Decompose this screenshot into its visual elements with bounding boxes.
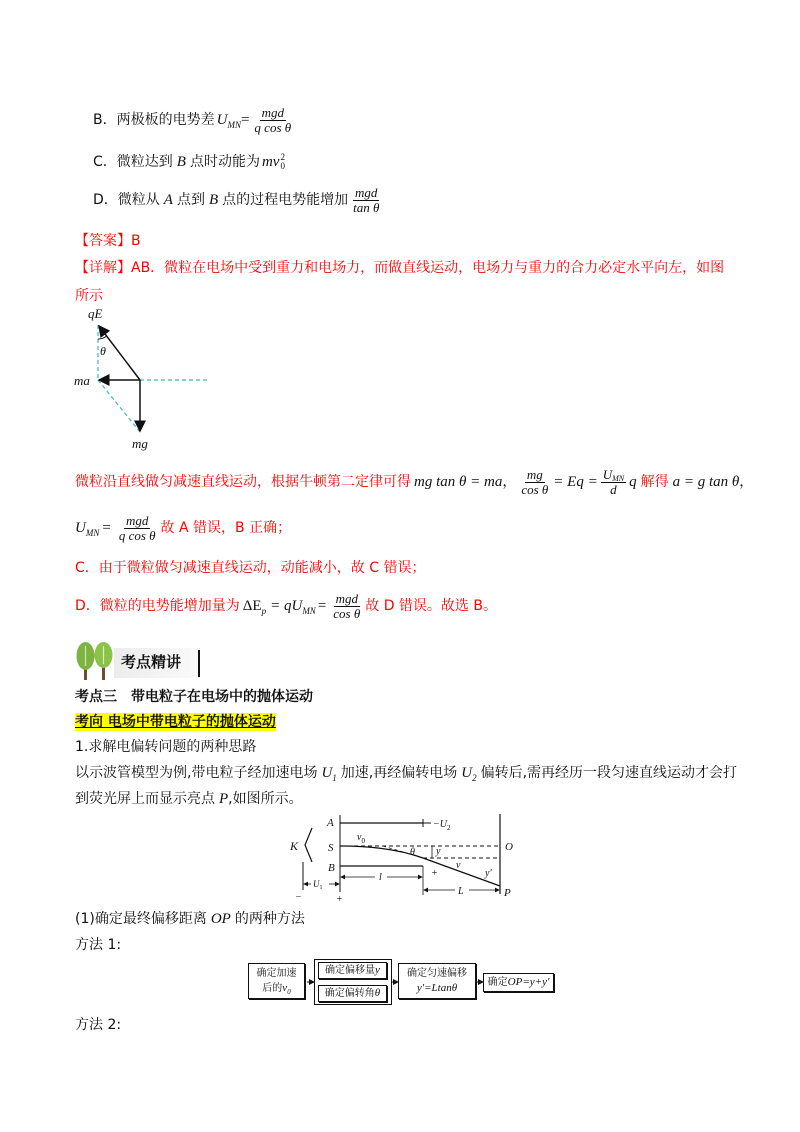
newton-fraction-1 [519,468,550,497]
paragraph-text-e: ,如图所示。 [228,791,303,807]
option-b-text: B．两极板的电势差 [93,112,215,128]
newton-middle: = Eq = [553,474,598,490]
option-d-conclusion: 故 D 错误。故选 B。 [365,598,497,614]
u1-var: U [313,879,320,889]
fraction-denominator: d [610,481,617,497]
angle-label: θ [100,344,106,358]
fraction-numerator-sub: MN [612,473,625,483]
option-d-text: D．微粒从 [93,192,160,208]
answer-line: 【答案】B [75,233,141,249]
cathode-sign: − [295,892,302,903]
newton-solve: 解得 [640,474,669,490]
topic-title: 带电粒子在电场中的抛体运动 [131,689,313,705]
option-d-explanation-text: D．微粒的电势能增加量为 [75,598,240,614]
flow-box-uniform-offset [398,963,476,999]
u2-sub: 2 [472,773,477,783]
voltage-var: U [75,520,86,536]
slit-label: S [328,842,334,854]
topic-label: 考点三 [75,689,117,705]
energy-equals: = qU [270,598,303,614]
v0-label [357,832,365,845]
deflection-diagram [285,810,517,905]
energy-sub: MN [302,606,316,616]
box-4-text: 确定 [487,977,508,988]
methods-heading [75,910,305,928]
paragraph-line-1 [75,764,737,782]
v0-var: v [357,832,362,843]
box-2a-line [325,963,380,978]
energy-fraction [331,592,362,621]
option-b [93,104,296,136]
box-3-line-1: 确定匀速偏移 [407,968,467,979]
box-2a-var: y [375,964,380,976]
fraction-numerator: mg [526,466,543,482]
method-1-label: 方法 1: [75,937,122,953]
flow-box-offset [318,962,387,979]
spot-label: P [504,887,511,899]
box-3-line-2: y'=Ltanθ [416,982,458,994]
fraction-numerator-var: U [602,466,613,482]
flow-box-op [483,973,554,992]
option-c-text-2: 点时动能为 [189,154,260,170]
newton-equation-line [75,466,753,498]
gravity-label: mg [132,436,148,451]
option-c [93,150,285,174]
option-d-text-2: 点到 [176,192,205,208]
energy-equals-2: = [317,598,327,614]
fraction-numerator: mgd [125,512,149,528]
box-1-line-1: 确定加速 [256,967,297,979]
offset-2-label: y' [485,868,492,879]
voltage-conclusion: 故 A 错误，B 正确； [160,520,292,536]
cathode [305,828,312,862]
paragraph-text-b: 加速,再经偏转电场 [340,765,458,781]
newton-comma: ， [502,474,517,490]
voltage-fraction [117,514,158,543]
option-c-superscript: 2 [280,152,285,162]
fraction-numerator: mgd [261,104,284,120]
u2-var: U [461,765,473,781]
methods-heading-a: (1)确定最终偏移距离 [75,911,207,927]
topic-heading [75,688,313,706]
distance-label: L [458,886,464,897]
plate-b-label: B [328,862,335,874]
fraction-denominator: cos θ [333,605,361,621]
explanation-option-d [75,590,497,622]
screen-center-label: O [505,841,513,853]
option-c-text: C．微粒达到 [93,154,173,170]
u1-var: U [321,765,333,781]
plate-b-sign: + [431,868,438,879]
u2-prefix: −U [433,819,447,830]
box-2b-line [325,986,380,1001]
offset-label: y [436,846,441,857]
paragraph-text-d: 到荧光屏上而显示亮点 [75,791,215,807]
flow-box-initial-velocity [248,963,305,999]
v0-sub: 0 [361,837,365,845]
fraction-denominator: tan θ [353,199,380,215]
newton-tail-var: q [629,474,637,490]
tree-icon [72,638,116,682]
option-d-text-3: 点的过程电势能增加 [222,192,349,208]
velocity-label: v [456,860,461,871]
u1-label [313,879,323,891]
box-1-var: v [282,981,288,994]
option-c-subscript: 0 [280,161,285,171]
voltage-sub: MN [85,528,100,538]
plate-a-label: A [327,817,334,829]
direction-title: 考向 电场中带电粒子的抛体运动 [75,714,276,730]
newton-end: ， [739,474,754,490]
box-2b-text: 确定偏转角 [324,988,375,999]
option-b-var: U [216,112,228,128]
option-c-point: B [176,154,186,170]
explanation-line-1: 【详解】AB．微粒在电场中受到重力和电场力，而做直线运动，电场力与重力的合力必定水平向左，如图 [75,260,725,276]
delta-symbol: ΔE [242,598,262,614]
newton-fraction-2 [601,468,626,497]
u1-sub: 1 [332,773,337,783]
paragraph-line-2 [75,790,303,808]
banner-divider [198,650,200,677]
box-4-expr: OP=y+y' [507,976,550,988]
force-diagram [70,305,215,455]
box-4-line [488,975,550,990]
paragraph-text-c: 偏转后,需再经历一段匀速直线运动才会打 [480,765,738,781]
newton-equation-2: a = g tan θ [672,474,740,490]
box-2a-text: 确定偏移量 [325,965,376,976]
explanation-line-2: 所示 [75,288,103,304]
option-c-expression: mv [261,154,280,170]
point-1-heading: 1.求解电偏转问题的两种思路 [75,739,257,755]
angle-label: θ [410,847,415,858]
voltage-equals: = [102,520,111,536]
methods-heading-b: 的两种方法 [234,911,305,927]
construction-line-diagonal [98,380,140,432]
newton-equation-1: mg tan θ = ma [414,474,503,490]
u1-sub: 1 [319,885,323,891]
net-force-label: ma [74,373,90,388]
fraction-numerator: mgd [355,184,378,200]
option-d-fraction [351,186,381,215]
electric-force-label: qE [88,306,103,321]
box-2b-var: θ [374,987,381,999]
direction-heading [75,713,276,731]
method-2-label: 方法 2: [75,1017,122,1033]
box-1-text: 后的 [262,982,283,994]
flow-box-angle [318,985,387,1002]
fraction-denominator: q cos θ [254,119,292,135]
option-c-indices [280,153,285,171]
section-banner-title: 考点精讲 [121,653,182,671]
option-b-equals: = [240,112,250,128]
option-b-sub: MN [227,120,241,130]
plate-length-label: l [379,872,382,883]
spot-var: P [219,791,229,807]
box-1-line-2 [262,981,290,996]
option-d-point-a: A [163,192,173,208]
cathode-label: K [290,839,299,853]
option-d-point-b: B [208,192,219,208]
box-1-sub: 0 [287,987,291,996]
fraction-numerator: mgd [335,590,358,606]
explanation-option-c: C．由于微粒做匀减速直线运动，动能减小，故 C 错误； [75,560,426,576]
u2-label [433,819,451,832]
delta-sub: p [261,606,267,616]
fraction-denominator: q cos θ [118,527,156,543]
u2-sub: 2 [446,824,451,832]
paragraph-text-a: 以示波管模型为例,带电粒子经加速电场 [75,765,318,781]
option-b-fraction [252,106,293,135]
methods-heading-var: OP [210,911,231,927]
fraction-denominator: cos θ [521,481,549,497]
newton-text: 微粒沿直线做匀减速直线运动，根据牛顿第二定律可得 [75,474,411,490]
angle-arc [98,336,107,339]
fraction-numerator [601,468,626,483]
voltage-line [75,512,291,544]
option-d [93,184,384,216]
anode-sign: + [336,894,343,905]
